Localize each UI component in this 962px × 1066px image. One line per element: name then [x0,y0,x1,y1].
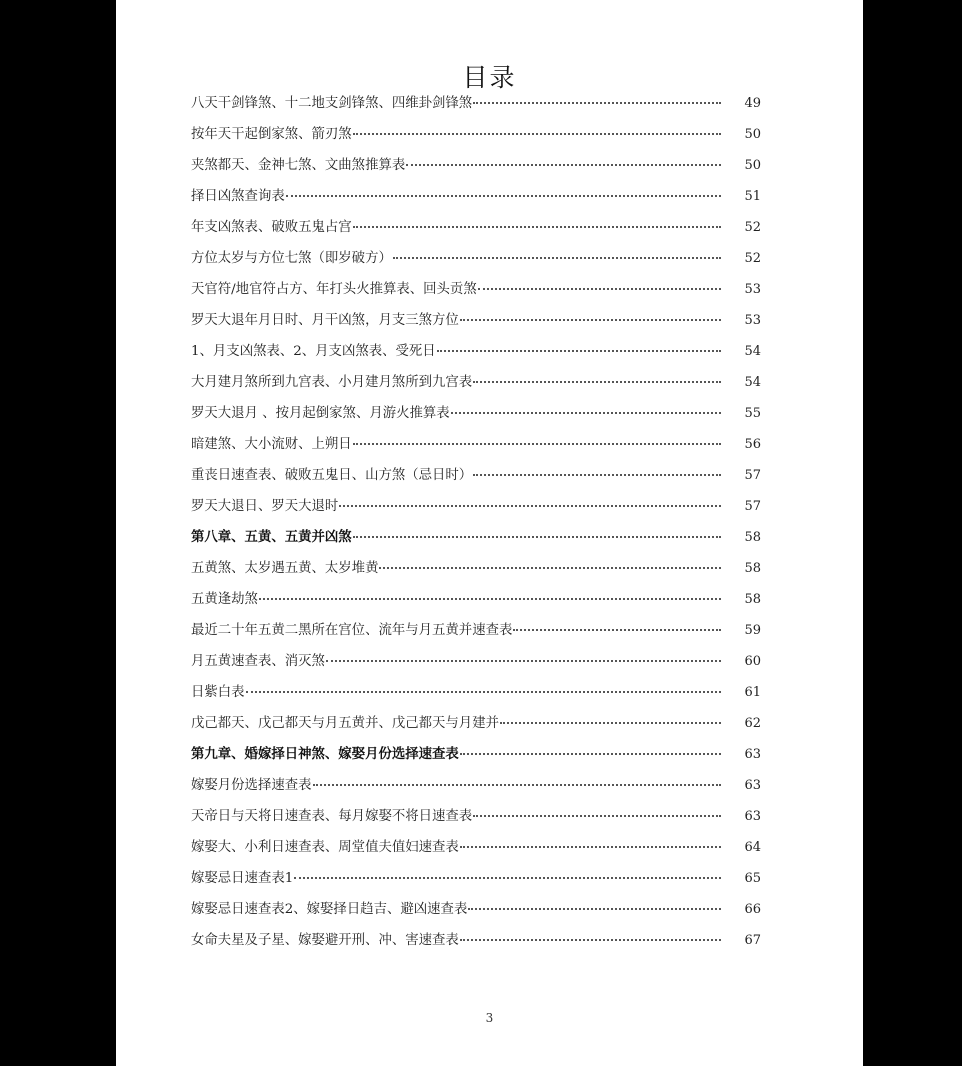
toc-entry-page: 58 [744,592,761,607]
toc-entry-page: 63 [744,778,761,793]
toc-entry [191,464,761,495]
toc-entry-text: 天帝日与天将日速查表、每月嫁娶不将日速查表 [191,809,473,824]
toc-entry-page: 64 [744,840,761,855]
dot-leader [353,133,721,135]
toc-entry [191,185,761,216]
toc-entry [191,247,761,278]
toc-entry [191,402,761,433]
toc-entry-page: 63 [744,809,761,824]
dot-leader [478,288,721,290]
toc-entry-page: 58 [744,530,761,545]
toc-entry-page: 54 [744,375,761,390]
toc-entry-page: 51 [744,189,761,204]
toc-entry-page: 49 [744,96,761,111]
toc-entry-text: 年支凶煞表、破败五鬼占宫 [191,220,352,235]
toc-entry-text: 夹煞都天、金神七煞、文曲煞推算表 [191,158,406,173]
toc-entry-text: 最近二十年五黄二黑所在宫位、流年与月五黄并速查表 [191,623,513,638]
dot-leader [513,629,721,631]
dot-leader [353,226,721,228]
toc-entry-page: 53 [744,313,761,328]
toc-title: 目录 [462,63,517,92]
toc-entry [191,650,761,681]
toc-entry-page: 62 [744,716,761,731]
toc-entry [191,836,761,867]
toc-entry-text: 暗建煞、大小流财、上朔日 [191,437,352,452]
dot-leader [406,164,721,166]
toc-entry-text: 罗天大退年月日时、月干凶煞，月支三煞方位 [191,313,459,328]
toc-entry [191,557,761,588]
toc-entry-text: 罗天大退月 、按月起倒家煞、月游火推算表 [191,406,450,421]
toc-entry-page: 61 [744,685,761,700]
toc-entry [191,154,761,185]
toc-entry-text: 女命夫星及子星、嫁娶避开刑、冲、害速查表 [191,933,459,948]
toc-entry [191,278,761,309]
toc-entry [191,867,761,898]
toc-entry-page: 59 [744,623,761,638]
toc-entry-text: 重丧日速查表、破败五鬼日、山方煞（忌日时） [191,468,473,483]
toc-entry [191,309,761,340]
toc-entry-text: 嫁娶忌日速查表2、嫁娶择日趋吉、避凶速查表 [191,902,468,917]
toc-entry [191,340,761,371]
dot-leader [259,598,721,600]
document-page [116,0,863,1066]
toc-entry [191,774,761,805]
dot-leader [246,691,721,693]
toc-entry-text: 日紫白表 [191,685,245,700]
toc-entry [191,681,761,712]
dot-leader [294,877,721,879]
toc-entry [191,371,761,402]
toc-entry-text: 择日凶煞查询表 [191,189,285,204]
toc-entry-text: 戊己都天、戊己都天与月五黄并、戊己都天与月建并 [191,716,499,731]
toc-entry-page: 52 [744,251,761,266]
toc-entry-page: 67 [744,933,761,948]
toc-entry [191,712,761,743]
toc-entry-page: 53 [744,282,761,297]
toc-entry-page: 55 [744,406,761,421]
toc-entry-text: 月五黄速查表、消灭煞 [191,654,325,669]
dot-leader [437,350,721,352]
toc-entry-text: 嫁娶月份选择速查表 [191,778,312,793]
toc-entry-text: 八天干剑锋煞、十二地支剑锋煞、四维卦剑锋煞 [191,96,473,111]
toc-entry-text: 嫁娶忌日速查表1 [191,871,294,886]
toc-entry-page: 52 [744,220,761,235]
toc-entry-text: 第九章、婚嫁择日神煞、嫁娶月份选择速查表 [191,746,459,762]
toc-list [191,92,761,960]
toc-entry-text: 嫁娶大、小利日速查表、周堂值夫值妇速查表 [191,840,459,855]
toc-entry [191,588,761,619]
toc-entry [191,929,761,960]
toc-entry-page: 63 [744,747,761,762]
dot-leader [460,753,721,755]
toc-entry-page: 54 [744,344,761,359]
toc-entry [191,898,761,929]
toc-entry-text: 罗天大退日、罗天大退时 [191,499,339,514]
toc-entry [191,123,761,154]
dot-leader [339,505,721,507]
toc-entry [191,619,761,650]
dot-leader [353,536,721,538]
toc-entry-page: 65 [744,871,761,886]
toc-entry-text: 第八章、五黄、五黄并凶煞 [191,529,352,545]
dot-leader [473,474,721,476]
toc-chapter-entry [191,743,761,774]
dot-leader [353,443,721,445]
dot-leader [451,412,721,414]
dot-leader [379,567,721,569]
toc-entry-text: 五黄逢劫煞 [191,592,258,607]
dot-leader [326,660,721,662]
dot-leader [286,195,721,197]
toc-entry-page: 66 [744,902,761,917]
dot-leader [473,381,721,383]
toc-entry-text: 方位太岁与方位七煞（即岁破方） [191,251,392,266]
toc-entry-page: 60 [744,654,761,669]
toc-entry-text: 大月建月煞所到九宫表、小月建月煞所到九宫表 [191,375,473,390]
toc-entry-page: 50 [744,158,761,173]
page-number: 3 [485,1011,494,1025]
toc-entry-page: 50 [744,127,761,142]
toc-entry-text: 五黄煞、太岁遇五黄、太岁堆黄 [191,561,379,576]
dot-leader [473,815,721,817]
dot-leader [460,846,721,848]
dot-leader [393,257,721,259]
dot-leader [460,319,721,321]
toc-entry-page: 57 [744,499,761,514]
toc-entry [191,805,761,836]
toc-entry-text: 1、月支凶煞表、2、月支凶煞表、受死日 [191,344,436,359]
toc-chapter-entry [191,526,761,557]
toc-entry-page: 57 [744,468,761,483]
toc-entry [191,92,761,123]
toc-entry-text: 天官符/地官符占方、年打头火推算表、回头贡煞 [191,282,477,297]
toc-entry [191,495,761,526]
dot-leader [313,784,721,786]
dot-leader [460,939,721,941]
toc-entry-page: 56 [744,437,761,452]
toc-entry [191,216,761,247]
dot-leader [473,102,721,104]
dot-leader [468,908,721,910]
dot-leader [500,722,721,724]
toc-entry-text: 按年天干起倒家煞、箭刃煞 [191,127,352,142]
toc-entry [191,433,761,464]
toc-entry-page: 58 [744,561,761,576]
